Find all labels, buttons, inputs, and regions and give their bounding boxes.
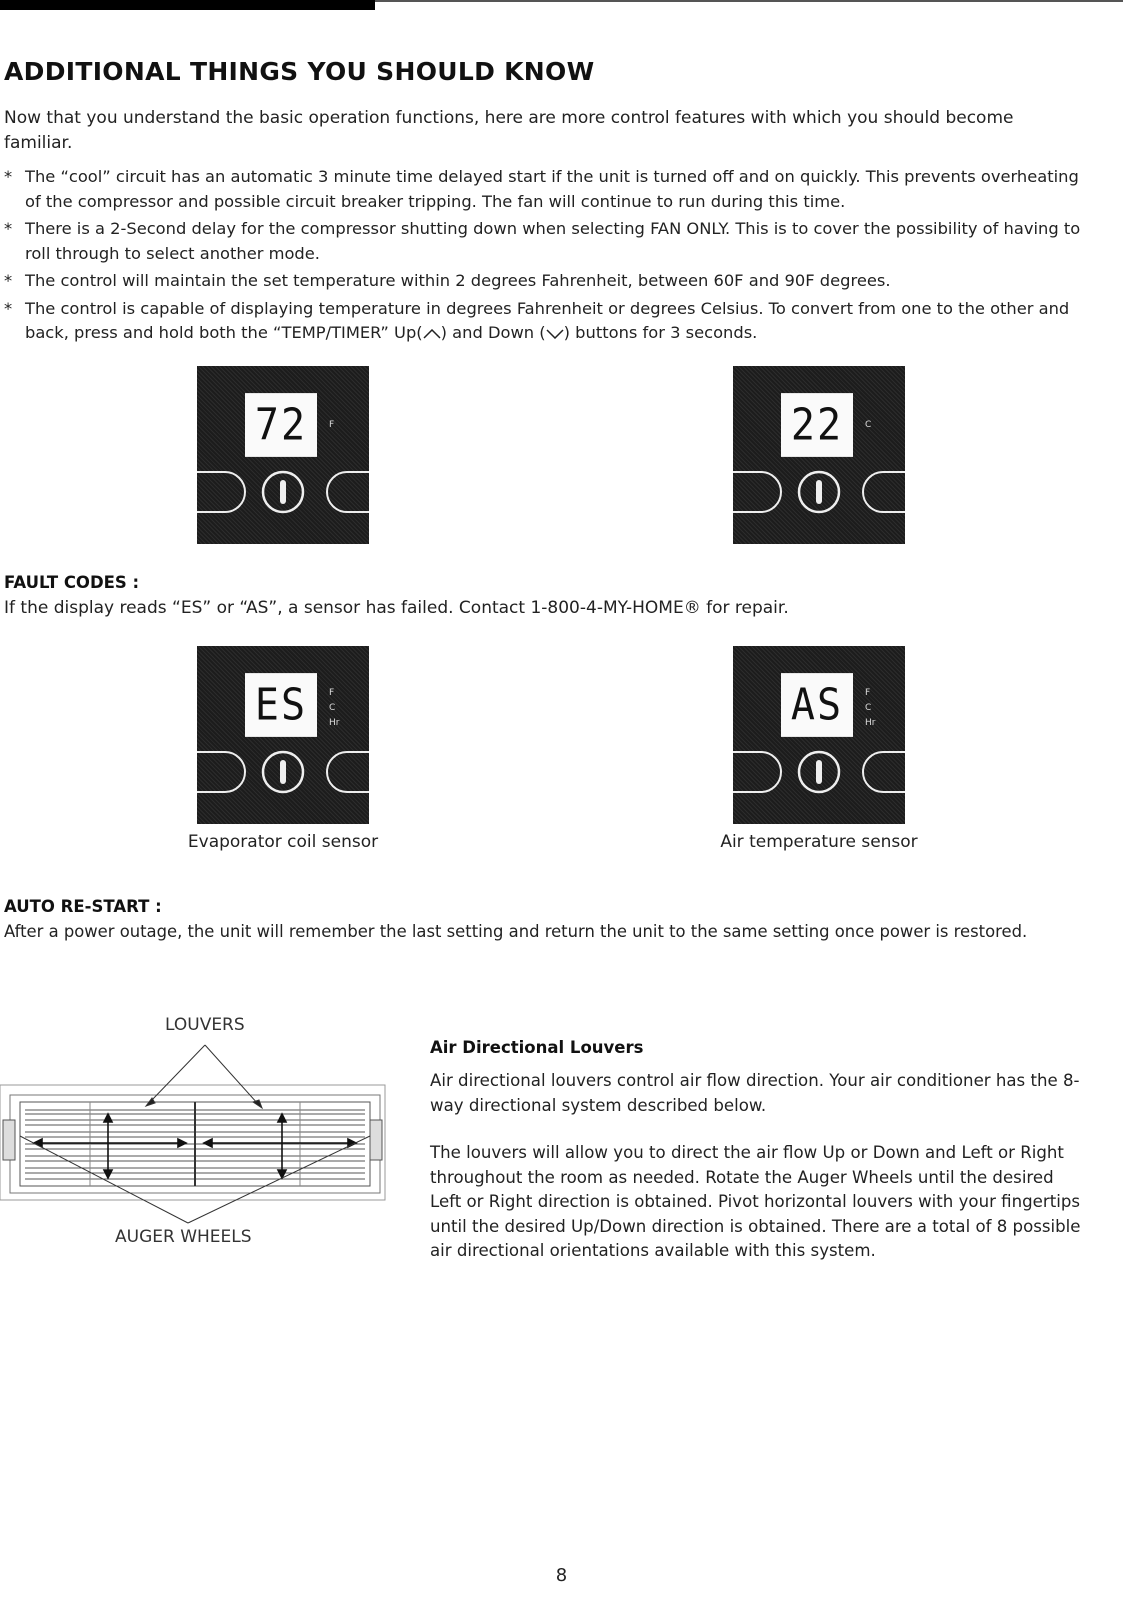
list-item: [4, 165, 1094, 214]
list-item-text: ) and Down (: [440, 323, 546, 342]
unit-label: F: [329, 688, 335, 698]
intro-paragraph: Now that you understand the basic operation functions, here are more control features with which you should become familiar.: [4, 108, 1014, 153]
bullet-star: *: [4, 219, 13, 238]
unit-label: C: [865, 420, 872, 430]
louvers-heading: Air Directional Louvers: [430, 1038, 644, 1057]
fault-codes-text: If the display reads “ES” or “AS”, a sensor has failed. Contact 1-800-4-MY-HOME® for repair.: [4, 598, 789, 618]
bullet-star: *: [4, 271, 13, 290]
chevron-down-icon: [546, 329, 564, 339]
louver-diagram: [0, 1040, 400, 1230]
auto-restart-text: After a power outage, the unit will remember the last setting and return the unit to the same setting once power is restored.: [4, 922, 1028, 941]
bullet-star: *: [4, 167, 13, 186]
panel-buttons: [733, 748, 905, 798]
list-item-text: The control will maintain the set temperature within 2 degrees Fahrenheit, between 60F and 90F degrees.: [25, 271, 891, 290]
panel-buttons: [197, 748, 369, 798]
list-item-text: There is a 2-Second delay for the compressor shutting down when selecting FAN ONLY. This is to cover the possibility of having to roll through to select another mode.: [25, 219, 1081, 263]
left-button-outline: [197, 752, 245, 792]
fault-codes-heading: FAULT CODES :: [4, 573, 140, 592]
page-title: ADDITIONAL THINGS YOU SHOULD KNOW: [4, 57, 595, 86]
evaporator-caption: Evaporator coil sensor: [187, 832, 379, 852]
right-button-outline: [863, 472, 905, 512]
control-panel-evaporator-fault: [197, 646, 369, 824]
louvers-paragraph-2: The louvers will allow you to direct the air flow Up or Down and Left or Right throughout the room as needed. Rotate the Auger Wheels until the desired Left or Right direction is obtained. Pivot horizontal louvers with your fingertips until the desired Up/Down direction is obtained. There are a total of 8 possible air directional orientations available with this system.: [430, 1143, 1081, 1261]
list-item-text: The “cool” circuit has an automatic 3 minute time delayed start if the unit is turned off and on quickly. This prevents overheating of the compressor and possible circuit breaker tripping. The fan will continue to run during this time.: [25, 167, 1079, 211]
list-item-text: ) buttons for 3 seconds.: [563, 323, 758, 342]
left-button-outline: [197, 472, 245, 512]
panel-buttons: [197, 468, 369, 518]
unit-label: Hr: [865, 718, 876, 728]
page-number: 8: [555, 1565, 568, 1586]
unit-indicator: [865, 418, 871, 433]
unit-label: F: [865, 688, 871, 698]
louvers-paragraph-1: Air directional louvers control air flow direction. Your air conditioner has the 8-way directional system described below.: [430, 1071, 1080, 1115]
unit-indicator: [865, 686, 875, 731]
top-rule: [375, 0, 1123, 2]
unit-label: C: [865, 703, 872, 713]
unit-indicator: [329, 686, 339, 731]
bullet-star: *: [4, 298, 13, 318]
lcd-display: 22: [781, 393, 853, 457]
left-button-outline: [733, 752, 781, 792]
unit-indicator: [329, 418, 334, 433]
lcd-display: ES: [245, 673, 317, 737]
unit-label: C: [329, 703, 336, 713]
list-item: [4, 269, 1094, 294]
feature-list: [4, 165, 1094, 349]
right-button-outline: [327, 472, 369, 512]
auger-wheels-label: AUGER WHEELS: [115, 1227, 252, 1247]
control-panel-celsius: [733, 366, 905, 544]
lcd-display: 72: [245, 393, 317, 457]
auto-restart-heading: AUTO RE-START :: [4, 897, 162, 916]
right-button-outline: [863, 752, 905, 792]
chevron-up-icon: [423, 329, 441, 339]
control-panel-fahrenheit: [197, 366, 369, 544]
left-button-outline: [733, 472, 781, 512]
panel-buttons: [733, 468, 905, 518]
list-item: [4, 217, 1094, 266]
list-item-text: The control is capable of displaying temperature in degrees Fahrenheit or degrees Celsius. To convert from one to the other and back, press and hold both the “TEMP/TIMER” Up(: [25, 298, 1070, 342]
unit-label: F: [329, 420, 335, 430]
lcd-display: AS: [781, 673, 853, 737]
unit-label: Hr: [329, 718, 340, 728]
right-button-outline: [327, 752, 369, 792]
control-panel-air-fault: [733, 646, 905, 824]
air-sensor-caption: Air temperature sensor: [720, 832, 918, 852]
louvers-label: LOUVERS: [165, 1015, 245, 1035]
top-black-bar: [0, 0, 375, 10]
list-item: [4, 297, 1094, 346]
